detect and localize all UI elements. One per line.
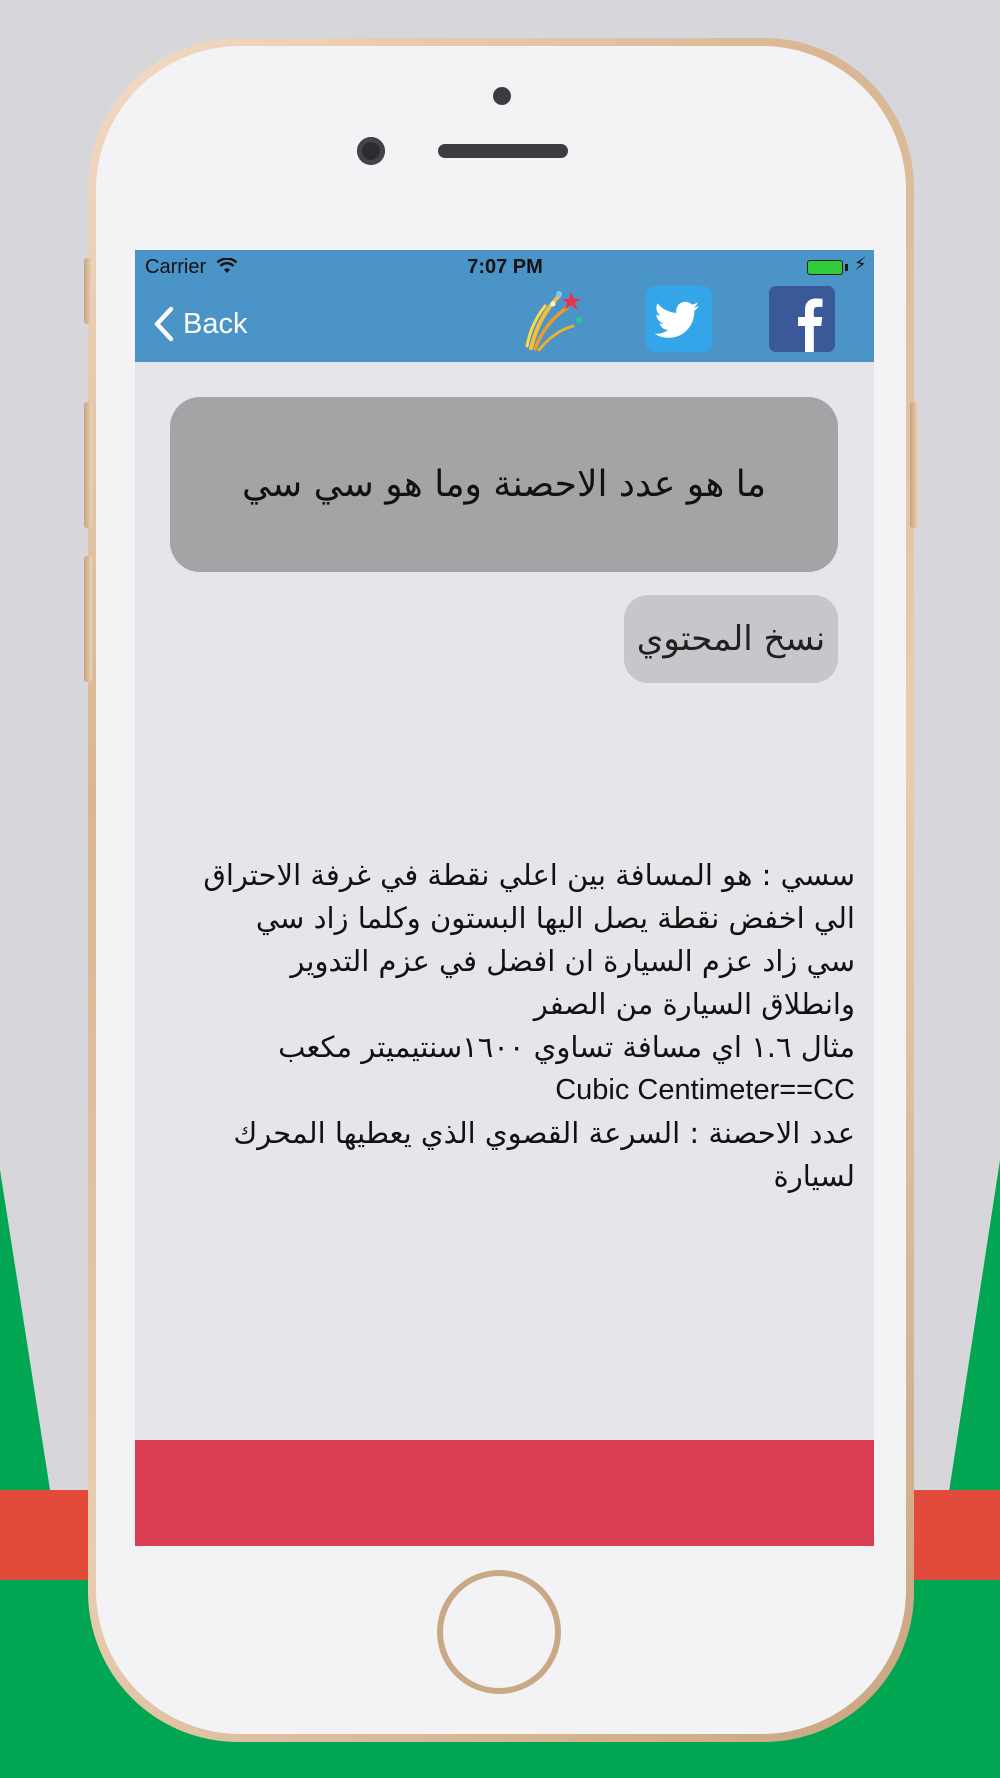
answer-line: مثال ١.٦ اي مسافة تساوي ١٦٠٠سنتيميتر مكعب xyxy=(278,1030,855,1064)
question-box xyxy=(170,397,838,572)
twitter-icon[interactable] xyxy=(646,286,712,352)
answer-line: Cubic Centimeter==CC xyxy=(555,1074,855,1106)
answer-text xyxy=(155,854,855,1198)
mute-switch xyxy=(84,258,92,324)
app-screen xyxy=(135,250,874,1546)
answer-line: عدد الاحصنة : السرعة القصوي الذي يعطيها المحرك xyxy=(233,1116,855,1150)
volume-down-button xyxy=(84,556,92,682)
battery-icon xyxy=(807,260,843,275)
back-button[interactable] xyxy=(153,302,247,346)
answer-line: سسي : هو المسافة بين اعلي نقطة في غرفة الاحتراق xyxy=(203,858,855,892)
status-time: 7:07 PM xyxy=(467,256,543,278)
answer-line: الي اخفض نقطة يصل اليها البستون وكلما زاد سي xyxy=(255,901,855,935)
content-area xyxy=(135,362,874,1440)
back-label: Back xyxy=(183,307,248,340)
volume-up-button xyxy=(84,402,92,528)
battery-tip xyxy=(845,264,848,271)
copy-button-label: نسخ المحتوي xyxy=(636,619,826,659)
carrier-label: Carrier xyxy=(145,256,207,278)
answer-line: لسيارة xyxy=(773,1159,855,1193)
power-button xyxy=(910,402,918,528)
home-button[interactable] xyxy=(437,1570,561,1694)
front-camera xyxy=(357,137,385,165)
facebook-icon[interactable] xyxy=(769,286,835,352)
copy-content-button[interactable] xyxy=(624,595,838,683)
answer-line: وانطلاق السيارة من الصفر xyxy=(533,987,855,1021)
answer-line: سي زاد عزم السيارة ان افضل في عزم التدوير xyxy=(290,944,855,978)
question-text: ما هو عدد الاحصنة وما هو سي سي xyxy=(241,464,767,505)
status-carrier xyxy=(145,256,238,279)
chevron-left-icon xyxy=(153,306,175,342)
navigation-bar xyxy=(135,250,874,362)
proximity-sensor xyxy=(493,87,511,105)
earpiece-speaker xyxy=(438,144,568,158)
red-right-band xyxy=(900,1490,1000,1580)
wifi-icon xyxy=(216,258,238,274)
red-left-band xyxy=(0,1490,100,1580)
charging-bolt-icon: ⚡ xyxy=(854,254,867,275)
ad-banner[interactable] xyxy=(135,1440,874,1546)
fireworks-icon[interactable] xyxy=(523,286,589,352)
